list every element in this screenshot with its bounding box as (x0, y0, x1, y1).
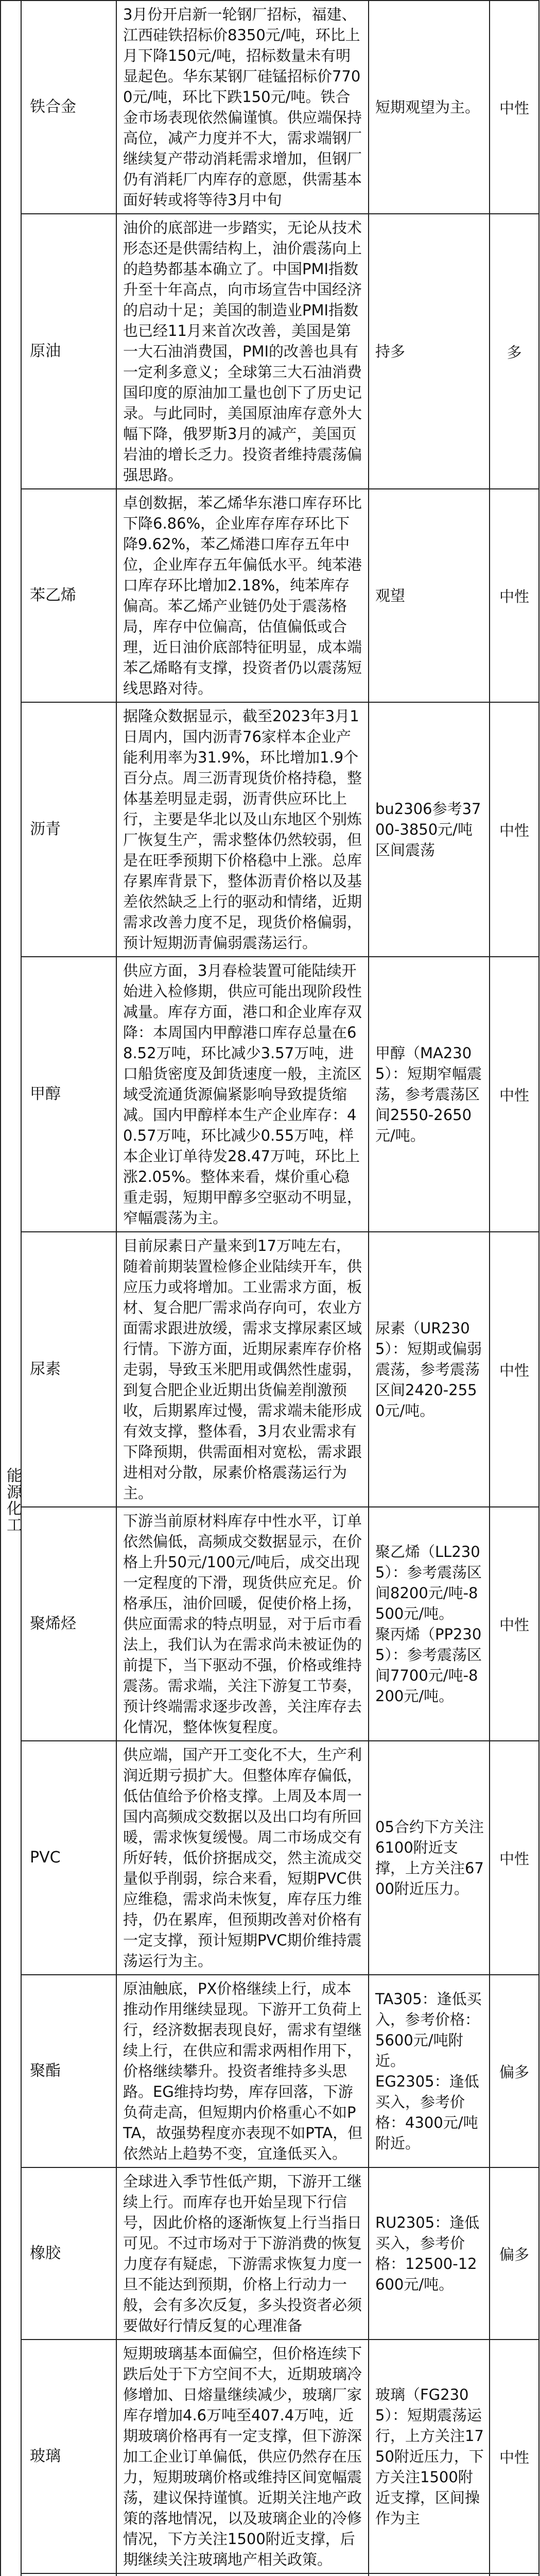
view-cell (369, 957, 490, 1232)
view-cell (369, 1, 490, 214)
commodity-name: 沥青 (30, 820, 61, 838)
view-cell (369, 702, 490, 957)
fundamentals-cell (116, 702, 369, 957)
view-text: 观望 (375, 587, 406, 604)
view-cell (369, 489, 490, 702)
table-row (1, 2340, 539, 2573)
fundamentals-cell (116, 1741, 369, 1975)
direction-cell (490, 214, 539, 489)
direction-cell (490, 1975, 539, 2167)
view-text: TA305：逢低买入，参考价格：5600元/吨附近。 EG2305：逢低买入，参考价格：4300元/吨附近。 (375, 1990, 482, 2152)
category-cell (1, 1, 21, 214)
fundamentals-text: 3月份开启新一轮钢厂招标，福建、江西硅铁招标价8350元/吨，环比上月下降150元/吨，招标数量未有明显起色。华东某钢厂硅锰招标价7700元/吨，环比下跌150元/吨。铁合金市场表现依然偏谨慎。供应端保持高位，减产力度并不大，需求端钢厂继续复产带动消耗需求增加，但钢厂仍有消耗厂内库存的意愿，供需基本面好转或将等待3月中旬 (123, 6, 362, 209)
direction-cell (490, 1507, 539, 1741)
direction-cell (490, 1232, 539, 1507)
view-text: RU2305：逢低买入，参考价格：12500-12600元/吨。 (375, 2214, 480, 2293)
direction-cell (490, 489, 539, 702)
fundamentals-cell (116, 489, 369, 702)
commodity-cell (21, 214, 116, 489)
table-row (1, 1232, 539, 1507)
view-text: 05合约下方关注6100附近支撑，上方关注6700附近压力。 (375, 1818, 484, 1897)
view-cell (369, 214, 490, 489)
commodity-cell (21, 1232, 116, 1507)
direction-text: 中性 (499, 1616, 529, 1634)
view-text: 聚乙烯（LL2305）：参考震荡区间8200元/吨-8500元/吨。 聚丙烯（PP2305）：参考震荡区间7700元/吨-8200元/吨。 (375, 1543, 482, 1705)
table-row (1, 957, 539, 1232)
direction-cell (490, 2340, 539, 2573)
direction-cell (490, 702, 539, 957)
fundamentals-text: 油价的底部进一步踏实，无论从技术形态还是供需结构上，油价震荡向上的趋势都基本确立了。中国PMI指数升至十年高点，向市场宣告中国经济的启动十足；美国的制造业PMI指数也已经11月来首次改善，美国是第一大石油消费国，PMI的改善也具有一定利多意义；全球第三大石油消费国印度的原油加工量也创下了历史记录。与此同时，美国原油库存意外大幅下降，俄罗斯3月的减产，美国页岩油的增长乏力。投资者维持震荡偏强思路。 (123, 219, 362, 484)
table-row (1, 702, 539, 957)
direction-cell (490, 1741, 539, 1975)
view-cell (369, 2573, 490, 2576)
fundamentals-cell (116, 2167, 369, 2340)
fundamentals-text (117, 2574, 368, 2576)
commodity-name: 玻璃 (30, 2447, 61, 2465)
fundamentals-cell (116, 2573, 369, 2576)
commodity-cell (21, 2167, 116, 2340)
fundamentals-text: 原油触底，PX价格继续上行，成本推动作用继续显现。下游开工负荷上行，经济数据表现良好，需求有望继续上行，在供应和需求两相作用下，价格继续攀升。投资者维持多头思路。EG维持均势，库存回落，下游负荷走高，但短期内价格重心不如PTA，故强势程度亦表现不如PTA，但依然站上趋势不变，宜逢低买入。 (123, 1980, 363, 2162)
category-cell-merged (1, 214, 21, 2576)
fundamentals-text: 据隆众数据显示，截至2023年3月1日周内，国内沥青76家样本企业产能利用率为31.9%，环比增加1.9个百分点。周三沥青现货价格持稳，整体基差明显走弱，沥青供应环比上行，主要是华北以及山东地区个别炼厂恢复生产，需求整体仍然较弱，但是在旺季预期下价格稳中上涨。总库存累库背景下，整体沥青价格以及基差依然缺乏上行的驱动和情绪，近期需求改善力度不足，现货价格偏弱，预计短期沥青偏弱震荡运行。 (123, 707, 362, 952)
view-cell (369, 2340, 490, 2573)
fundamentals-text: 供应端，国产开工变化不大，生产利润近期亏损扩大。但整体库存偏低，低估值给予价格支撑。上周及本周一国内高频成交数据以及出口均有所回暖，需求恢复缓慢。周二市场成交有所好转，低价挤据成交，然主流成交量似乎削弱，综合来看，短期PVC供应维稳，需求尚未恢复，库存压力维持，仍在累库，但预期改善对价格有一定支撑，预计短期PVC期价维持震荡运行为主。 (123, 1746, 362, 1970)
table-row (1, 214, 539, 489)
table-row (1, 1741, 539, 1975)
commodity-cell (21, 702, 116, 957)
commodity-name: 铁合金 (30, 98, 76, 116)
direction-text: 中性 (499, 587, 529, 605)
commodity-name: 甲醇 (30, 1085, 61, 1103)
commodity-cell (21, 489, 116, 702)
commodity-name: 橡胶 (30, 2244, 61, 2262)
direction-text: 中性 (499, 1361, 529, 1379)
view-cell (369, 2167, 490, 2340)
direction-cell (490, 2167, 539, 2340)
view-text: 短期观望为主。 (375, 98, 480, 116)
commodity-cell (21, 2340, 116, 2573)
direction-text: 中性 (499, 1850, 529, 1868)
direction-cell (490, 957, 539, 1232)
view-cell (369, 1741, 490, 1975)
commodity-name: 聚烯烃 (30, 1615, 76, 1633)
table-row (1, 1507, 539, 1741)
fundamentals-cell (116, 1507, 369, 1741)
direction-text: 偏多 (499, 2063, 529, 2081)
view-cell (369, 1975, 490, 2167)
fundamentals-cell (116, 1, 369, 214)
table-row (1, 1975, 539, 2167)
commodity-name: 聚酯 (30, 2062, 61, 2080)
fundamentals-cell (116, 214, 369, 489)
commodity-name: 尿素 (30, 1360, 61, 1378)
view-text: 甲醇（MA2305）：短期窄幅震荡，参考震荡区间2550-2650元/吨。 (375, 1044, 482, 1144)
table-row (1, 489, 539, 702)
table-row (1, 2573, 539, 2576)
fundamentals-text: 下游当前原材料库存中性水平，订单依然偏低，高频成交数据显示，在价格上升50元/100元/吨后，成交出现一定程度的下滑，现货供应充足。价格承压，油价回暖，促使价格上扬，供应面需求的特点明显，对于后市看法上，我们认为在需求尚未被证伪的前提下，当下驱动不强，价格或维持震荡。需求端，关注下游复工节奏，预计终端需求逐步改善，关注库存去化情况，整体恢复程度。 (123, 1512, 362, 1736)
table-row (1, 1, 539, 214)
view-cell (369, 1507, 490, 1741)
direction-cell (490, 1, 539, 214)
view-cell (369, 1232, 490, 1507)
view-text: 玻璃（FG2305）：短期震荡运行，上方关注1750附近压力，下方关注1500附近支撑，区间操作为主 (375, 2386, 484, 2527)
direction-text: 中性 (499, 821, 529, 839)
direction-text: 偏多 (499, 2245, 529, 2263)
commodity-cell (21, 1741, 116, 1975)
fundamentals-cell (116, 957, 369, 1232)
fundamentals-text: 供应方面，3月春检装置可能陆续开始进入检修期，供应可能出现阶段性减量。库存方面，港口和企业库存双降：本周国内甲醇港口库存总量在68.52万吨，环比减少3.57万吨，进口船货密度及卸货速度一般，主流区域受流通货源偏紧影响导致提货缩减。国内甲醇样本生产企业库存：40.57万吨，环比减少0.55万吨，样本企业订单待发28.47万吨，环比上涨2.05%。整体来看，煤价重心稳重走弱，短期甲醇多空驱动不明显，窄幅震荡为主。 (123, 962, 362, 1227)
view-text: 尿素（UR2305）：短期或偏弱震荡，参考震荡区间2420-2550元/吨。 (375, 1319, 482, 1419)
fundamentals-cell (116, 1232, 369, 1507)
fundamentals-text: 短期玻璃基本面偏空，但价格连续下跌后处于下方空间不大，近期玻璃冷修增加、日熔量继续减少，玻璃厂家库存增加4.6万吨至407.4万吨，近期玻璃价格再有一定支撑，但下游深加工企业订单偏低，供应仍然存在压力，短期玻璃价格或维持区间宽幅震荡，建议保持谨慎。近期关注地产政策的落地情况，以及玻璃企业的冷修情况，下方关注1500附近支撑，后期继续关注玻璃地产相关政策。 (123, 2345, 362, 2568)
direction-text: 中性 (499, 2448, 529, 2466)
commodity-name: 苯乙烯 (30, 586, 76, 604)
direction-text: 中性 (499, 99, 529, 117)
fundamentals-text: 目前尿素日产量来到17万吨左右，随着前期装置检修企业陆续开车，供应压力或将增加。工业需求方面，板材、复合肥厂需求尚存向可，农业方面需求跟进放缓，需求支撑尿素区域行情。下游方面，近期尿素库存价格走弱，导致玉米肥用或偶然性虚弱，到复合肥企业近期出货偏差削激预收，后期累库过慢，需求端未能形成有效支撑，整体看，3月农业需求有下降预期，供需面相对宽松，需求跟进相对分散，尿素价格震荡运行为主。 (123, 1237, 362, 1502)
direction-text: 中性 (499, 1086, 529, 1104)
direction-text: 多 (507, 343, 522, 361)
commodity-cell (21, 1507, 116, 1741)
table-row (1, 2167, 539, 2340)
direction-cell (490, 2573, 539, 2576)
fundamentals-text: 卓创数据，苯乙烯华东港口库存环比下降6.86%，企业库存库存环比下降9.62%，苯乙烯港口库存五年中位，企业库存五年偏低水平。纯苯港口库存环比增加2.18%，纯苯库存偏高。苯乙烯产业链仍处于震荡格局，库存中位偏高，估值偏低或合理，近日油价底部特征明显，成本端苯乙烯略有支撑，投资者仍以震荡短线思路对待。 (123, 494, 362, 697)
category-label: 能源化工 (4, 1467, 22, 1533)
commodity-name: 原油 (30, 342, 61, 360)
commodity-cell (21, 1, 116, 214)
fundamentals-cell (116, 2340, 369, 2573)
commodity-cell (21, 1975, 116, 2167)
fundamentals-text: 全球进入季节性低产期，下游开工继续上行。而库存也开始呈现下行信号，因此价格的逐渐恢复上行当指日可见。不过市场对于下游消费的恢复力度存有疑虑，下游需求恢复力度一旦不能达到预期，价格上行动力一般，会有多次反复，多头投资者必须要做好行情反复的心理准备 (123, 2173, 362, 2334)
view-text: 持多 (375, 343, 406, 360)
fundamentals-cell (116, 1975, 369, 2167)
commodity-name: PVC (30, 1849, 61, 1867)
commodity-cell (21, 2573, 116, 2576)
view-text: bu2306参考3700-3850元/吨区间震荡 (375, 800, 481, 859)
outlook-grid-body (1, 1, 539, 2576)
commodity-cell (21, 957, 116, 1232)
